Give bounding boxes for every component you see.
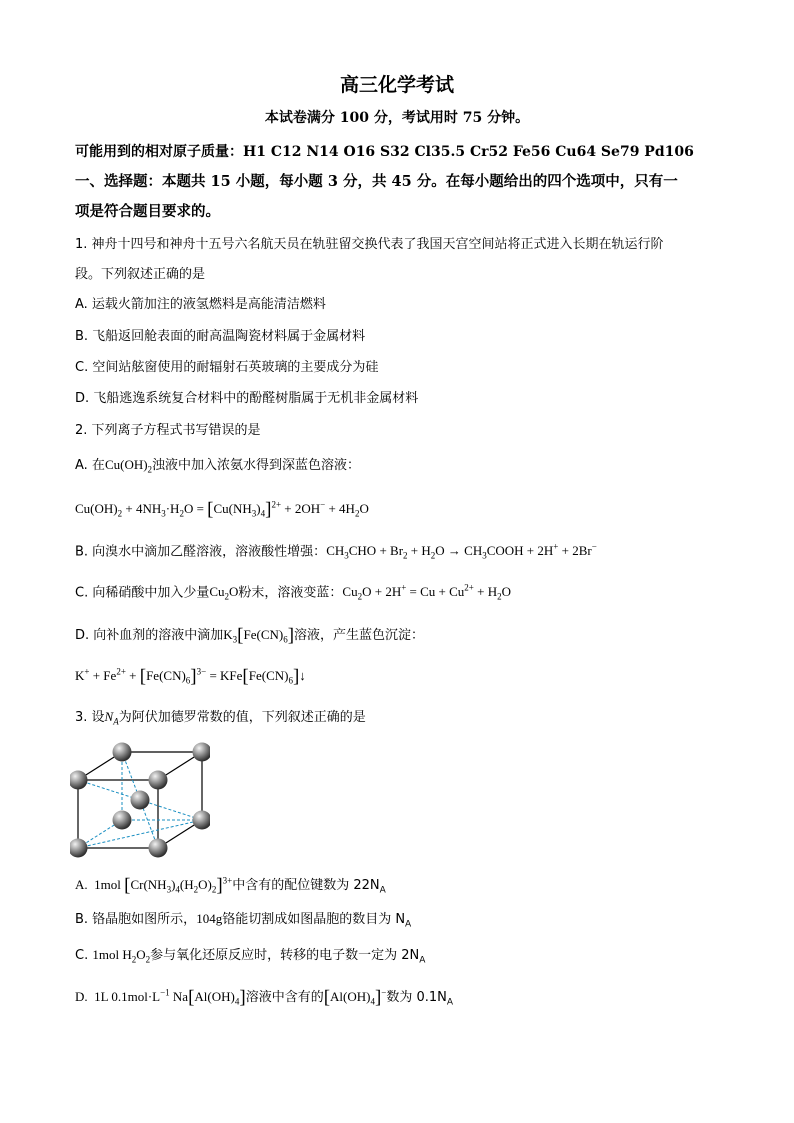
atom-front-top-left [70,771,88,790]
q3-d-ion: $[Al(OH)_4]^-$ [323,987,387,1008]
q1-option-c: C. 空间站舷窗使用的耐辐射石英玻璃的主要成分为硅 [75,360,379,375]
q1-option-a: A. 运载火箭加注的液氢燃料是高能清洁燃料 [75,297,326,312]
q2-c-prefix: C. 向稀硝酸中加入少量 [75,585,210,601]
symbol-na: $N_A$ [104,709,119,727]
chromium-unit-cell-diagram [70,740,210,860]
page-title: 高三化学考试 [339,74,454,96]
q3-a-suffix: 中含有的配位键数为 22N [232,878,380,893]
atom-back-bottom-right [193,811,211,830]
q3-c-prefix: C. [75,948,93,963]
q2-option-d [75,626,424,645]
atom-back-bottom-left [113,811,132,830]
q3-b-prefix: B. 铬晶胞如图所示， [75,912,197,927]
atom-back-top-left [113,743,132,762]
q2-c-equation: $Cu_2O + 2H^+ = Cu + Cu^{2+} + H_2O$ [342,583,511,602]
q3-a-formula: A. 1mol $[Cr(NH_3)_4(H_2O)_2]^{3+}$ [75,875,233,896]
q2-a-equation: $Cu(OH)_2 + 4NH_3\cdot H_2O = [Cu(NH_3)_4]^{2+} + 2OH^- + 4H_2O$ [75,499,369,520]
atom-front-top-right [149,771,168,790]
atom-front-bottom-right [149,839,168,858]
q2-stem: 2. 下列离子方程式书写错误的是 [75,423,261,438]
q3-b-mass: 104g [196,911,223,926]
q2-b-equation: $CH_3CHO + Br_2 + H_2O$ → $CH_3COOH + 2H^+ + 2Br^-$ [326,542,597,561]
atomic-mass-line: 可能用到的相对原子质量：H1 C12 N14 O16 S32 Cl35.5 Cr52 Fe56 Cu64 Se79 Pd106 [75,144,694,160]
q2-d-suffix: 溶液，产生蓝色沉淀： [294,628,425,643]
section-heading-line2: 项是符合题目要求的。 [75,203,220,220]
q3-option-b: B. 铬晶胞如图所示，104g铬能切割成如图晶胞的数目为 $N_A$ [75,911,412,930]
q2-option-c [75,584,511,602]
exam-info: 本试卷满分 100 分，考试用时 75 分钟。 [264,110,530,126]
q3-c-formula: 1mol $H_2O_2$ [92,947,151,965]
q1-stem-line2: 段。下列叙述正确的是 [75,267,206,282]
q2-option-b [75,543,597,561]
q1-option-b: B. 飞船返回舱表面的耐高温陶瓷材料属于金属材料 [75,329,366,344]
formula-k3fecn6: $K_3[Fe(CN)_6]$ [223,625,295,646]
q3-c-suffix: 参与氧化还原反应时，转移的电子数一定为 2N [150,948,420,963]
q3-d-suffix: 数为 0.1N [386,990,447,1005]
q3-option-c: C. 1mol $H_2O_2$参与氧化还原反应时，转移的电子数一定为 $2N_A$ [75,947,426,966]
q3-d-formula: D. 1L $0.1mol\cdot L^{-1}$ $Na[Al(OH)_4]$ [75,987,246,1008]
atom-body-center [131,791,150,810]
q3-d-mid: 溶液中含有的 [245,990,324,1005]
atom-back-top-right [193,743,211,762]
q2-a-suffix: 浊液中加入浓氨水得到深蓝色溶液： [152,458,361,473]
q3-option-d: D. 1L $0.1mol\cdot L^{-1}$ $Na[Al(OH)_4]$溶液中含有的$[Al(OH)_4]^-$数为 $0.1N_A$ [75,987,454,1008]
q3-stem-prefix: 3. 设 [75,710,105,725]
q2-d-equation: $K^+ + Fe^{2+} + [Fe(CN)_6]^{3-}$ = $KFe[Fe(CN)_6]↓$ [75,666,306,687]
section-heading-line1: 一、选择题：本题共 15 小题，每小题 3 分，共 45 分。在每小题给出的四个选项中，只有一 [75,173,678,190]
q1-stem-line1: 1. 神舟十四号和神舟十五号六名航天员在轨驻留交换代表了我国天宫空间站将正式进入长期在轨运行阶 [75,237,664,252]
q1-option-d: D. 飞船逃逸系统复合材料中的酚醛树脂属于无机非金属材料 [75,391,419,406]
formula-cu-oh2: $Cu(OH)_2$ [104,457,153,475]
q2-b-text: B. 向溴水中滴加乙醛溶液，溶液酸性增强： [75,544,327,560]
formula-cu2o: $Cu_2O$ [209,584,239,602]
q3-stem-suffix: 为阿伏加德罗常数的值，下列叙述正确的是 [118,710,366,725]
q3-b-suffix: 铬能切割成如图晶胞的数目为 N [222,912,406,927]
q2-a-prefix: A. 在 [75,458,105,473]
q2-c-suffix: 粉末，溶液变蓝： [238,585,343,601]
atom-front-bottom-left [70,839,88,858]
q2-option-a [75,458,360,475]
q3-option-a: A. 1mol $[Cr(NH_3)_4(H_2O)_2]^{3+}$中含有的配位键数为 $22N_A$ [75,875,386,896]
q2-d-prefix: D. 向补血剂的溶液中滴加 [75,628,224,643]
q3-stem [75,710,366,727]
